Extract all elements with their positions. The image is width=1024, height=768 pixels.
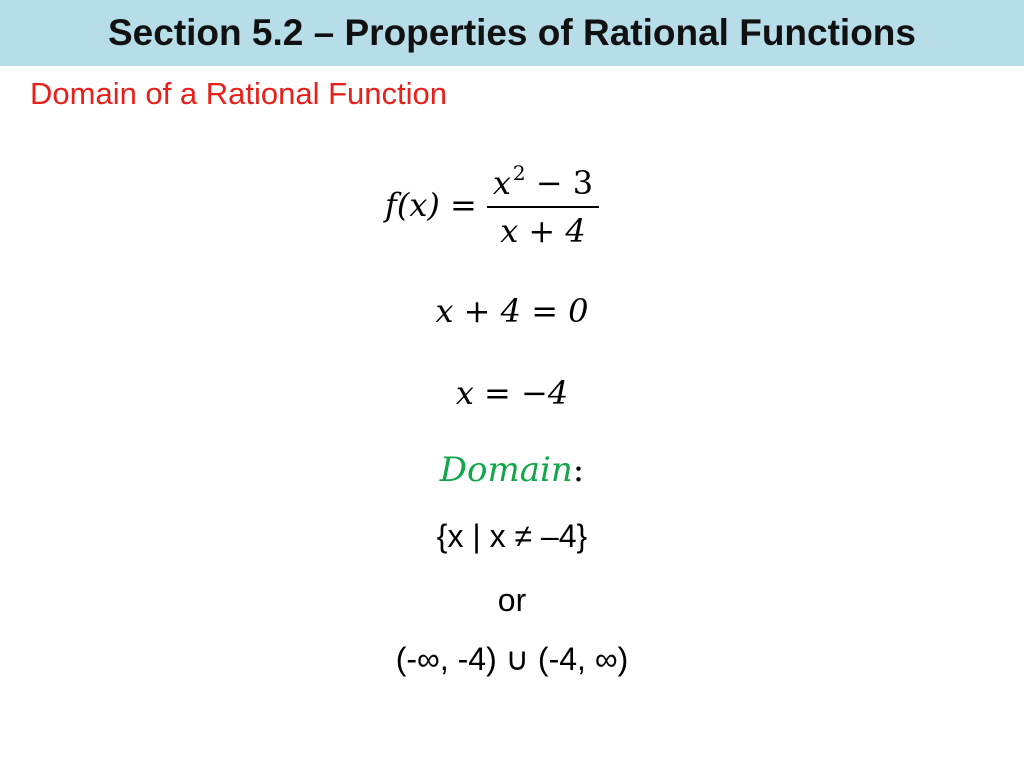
numerator-exponent: 2 <box>512 160 526 185</box>
equation-step-1: x + 4 = 0 <box>435 292 589 330</box>
function-definition <box>385 150 599 260</box>
domain-colon: : <box>572 450 585 490</box>
fraction <box>487 161 599 250</box>
or-text: or <box>497 582 527 618</box>
numerator-base: x <box>492 163 511 202</box>
domain-interval-notation: (-∞, -4) ∪ (-4, ∞) <box>395 641 629 677</box>
section-subtitle: Domain of a Rational Function <box>30 76 448 111</box>
numerator-rest: − 3 <box>525 163 594 202</box>
fraction-numerator <box>487 161 599 206</box>
page-title: Section 5.2 – Properties of Rational Functions <box>108 12 916 53</box>
domain-set-notation: {x | x ≠ –4} <box>436 518 588 554</box>
function-lhs: f(x) = <box>385 186 477 224</box>
title-bar <box>0 0 1024 66</box>
fraction-denominator: x + 4 <box>500 211 586 250</box>
domain-label <box>0 450 1024 490</box>
equation-step-2: x = −4 <box>455 374 569 412</box>
domain-word: Domain <box>439 450 573 490</box>
